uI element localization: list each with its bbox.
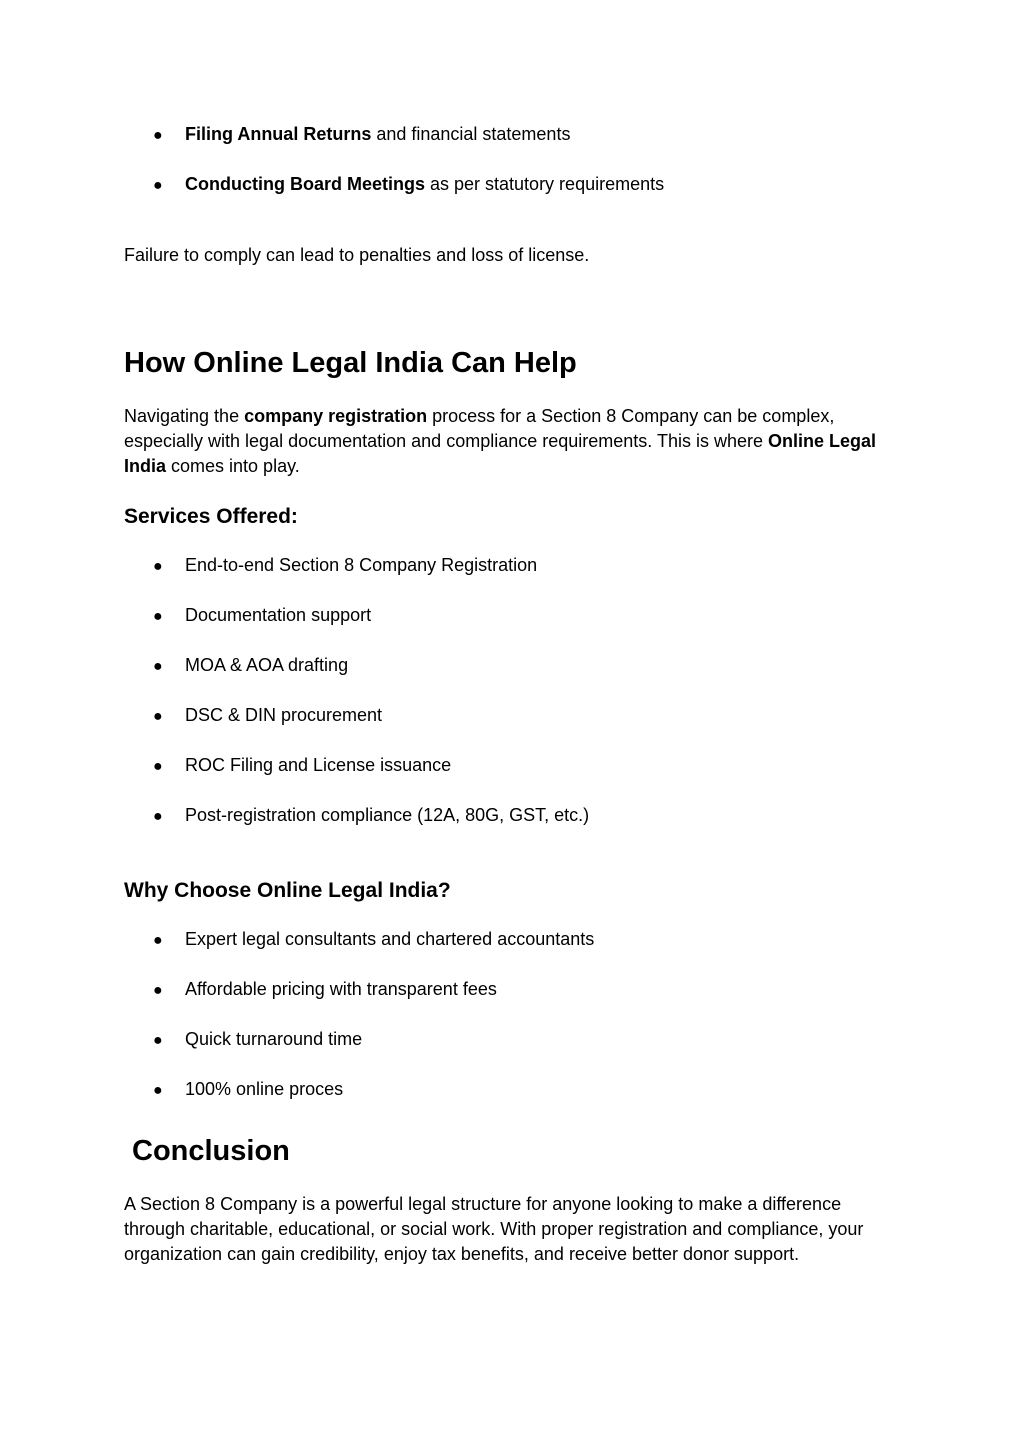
- bullet-icon: ●: [153, 1082, 163, 1099]
- list-item-text: Documentation support: [185, 605, 372, 625]
- help-para-bold-online-legal-india: Online Legal India: [124, 431, 877, 476]
- why-choose-list-item: [153, 1027, 362, 1051]
- list-item-text: ROC Filing and License issuance: [185, 755, 452, 775]
- list-item-text: End-to-end Section 8 Company Registration: [185, 555, 538, 575]
- bullet-icon: ●: [153, 608, 163, 625]
- services-list-item: [153, 803, 589, 827]
- services-list-item: [153, 653, 348, 677]
- help-para-text: Navigating the: [124, 406, 245, 426]
- list-item-bold: Conducting Board Meetings: [185, 174, 425, 194]
- list-item-text: Quick turnaround time: [185, 1029, 363, 1049]
- list-item-bold: Filing Annual Returns: [185, 124, 372, 144]
- list-item-text: MOA & AOA drafting: [185, 655, 349, 675]
- help-para-text: comes into play.: [166, 456, 300, 476]
- help-section-paragraph: [124, 404, 904, 479]
- conclusion-heading: Conclusion: [132, 1135, 290, 1167]
- list-item-text: Post-registration compliance (12A, 80G, GST, etc.): [185, 805, 590, 825]
- bullet-icon: ●: [153, 1032, 163, 1049]
- list-item-board-meetings: [153, 172, 664, 196]
- bullet-icon: ●: [153, 127, 163, 144]
- bullet-icon: ●: [153, 708, 163, 725]
- conclusion-paragraph: A Section 8 Company is a powerful legal structure for anyone looking to make a difference through charitable, educational, or social work. With proper registration and compliance, your organization can gain credibility, enjoy tax benefits, and receive better donor support.: [124, 1194, 864, 1264]
- why-choose-list-item: [153, 977, 497, 1001]
- services-list-item: [153, 603, 371, 627]
- list-item-text: Expert legal consultants and chartered accountants: [185, 929, 595, 949]
- bullet-icon: ●: [153, 658, 163, 675]
- bullet-icon: ●: [153, 808, 163, 825]
- list-item-text: as per statutory requirements: [425, 174, 665, 194]
- list-item-text: DSC & DIN procurement: [185, 705, 383, 725]
- help-section-heading: How Online Legal India Can Help: [124, 347, 577, 379]
- services-heading: Services Offered:: [124, 505, 298, 528]
- bullet-icon: ●: [153, 932, 163, 949]
- why-choose-list-item: [153, 927, 594, 951]
- list-item-text: and financial statements: [371, 124, 571, 144]
- services-list-item: [153, 753, 451, 777]
- bullet-icon: ●: [153, 558, 163, 575]
- services-list-item: [153, 553, 537, 577]
- bullet-icon: ●: [153, 982, 163, 999]
- compliance-note: Failure to comply can lead to penalties and loss of license.: [124, 245, 590, 265]
- help-para-text: process for a Section 8 Company can be complex, especially with legal documentation and compliance requirements. This is where: [124, 406, 835, 451]
- services-list-item: [153, 703, 382, 727]
- why-choose-heading: Why Choose Online Legal India?: [124, 879, 451, 902]
- list-item-text: Affordable pricing with transparent fees: [185, 979, 497, 999]
- list-item-text: 100% online proces: [185, 1079, 344, 1099]
- help-para-bold-company-registration: company registration: [244, 406, 428, 426]
- bullet-icon: ●: [153, 177, 163, 194]
- why-choose-list-item: [153, 1077, 343, 1101]
- list-item-filing-annual-returns: [153, 122, 570, 146]
- bullet-icon: ●: [153, 758, 163, 775]
